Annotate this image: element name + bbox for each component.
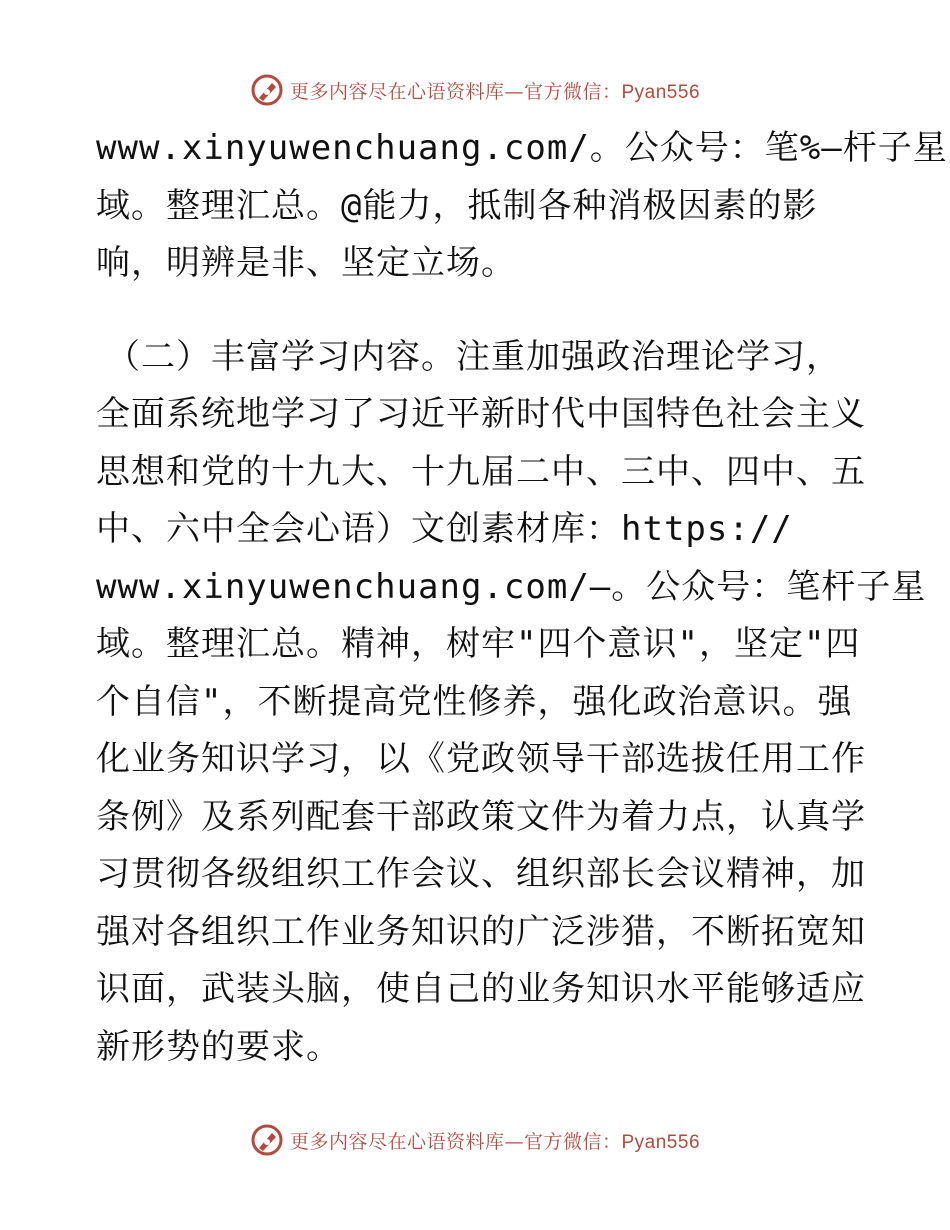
text-line: 习贯彻各级组织工作会议、组织部长会议精神，加 (96, 854, 866, 894)
text-line: 条例》及系列配套干部政策文件为着力点，认真学 (96, 796, 866, 837)
text-line: 域。整理汇总。精神，树牢"四个意识"，坚定"四 (96, 624, 861, 664)
paragraph-2 (96, 329, 927, 1077)
text-line: 化业务知识学习，以《党政领导干部选拔任用工作 (96, 739, 866, 779)
text-line: 中、六中全会心语）文创素材库：https:// (96, 509, 793, 549)
footer-banner-text (290, 1127, 700, 1154)
pen-logo-icon (250, 73, 284, 107)
pen-logo-icon (250, 1123, 284, 1157)
paragraph-1 (96, 120, 948, 293)
text-line: （二）丰富学习内容。注重加强政治理论学习， (106, 336, 841, 377)
document-body (96, 120, 948, 1076)
text-line: 个自信"，不断提高党性修养，强化政治意识。强 (96, 681, 853, 722)
text-line: 全面系统地学习了习近平新时代中国特色社会主义 (96, 394, 866, 434)
text-line: 域。整理汇总。@能力，抵制各种消极因素的影 (96, 185, 818, 226)
footer-banner-wechat: Pyan556 (621, 1131, 701, 1153)
text-line: www.xinyuwenchuang.com/。公众号：笔%—杆子星 (96, 128, 948, 168)
header-banner (0, 70, 950, 110)
header-banner-wechat: Pyan556 (621, 81, 701, 103)
text-line: 强对各组织工作业务知识的广泛涉猎，不断拓宽知 (96, 911, 866, 952)
footer-banner-label: 更多内容尽在心语资料库—官方微信： (289, 1130, 622, 1153)
footer-banner (0, 1120, 950, 1160)
text-line: 思想和党的十九大、十九届二中、三中、四中、五 (96, 451, 866, 492)
text-line: www.xinyuwenchuang.com/—。公众号：笔杆子星 (96, 566, 927, 607)
text-line: 响，明辨是非、坚定立场。 (96, 243, 516, 283)
header-banner-text (290, 77, 700, 104)
text-line: 新形势的要求。 (96, 1026, 341, 1067)
text-line: 识面，武装头脑，使自己的业务知识水平能够适应 (96, 969, 866, 1009)
header-banner-label: 更多内容尽在心语资料库—官方微信： (289, 80, 622, 103)
